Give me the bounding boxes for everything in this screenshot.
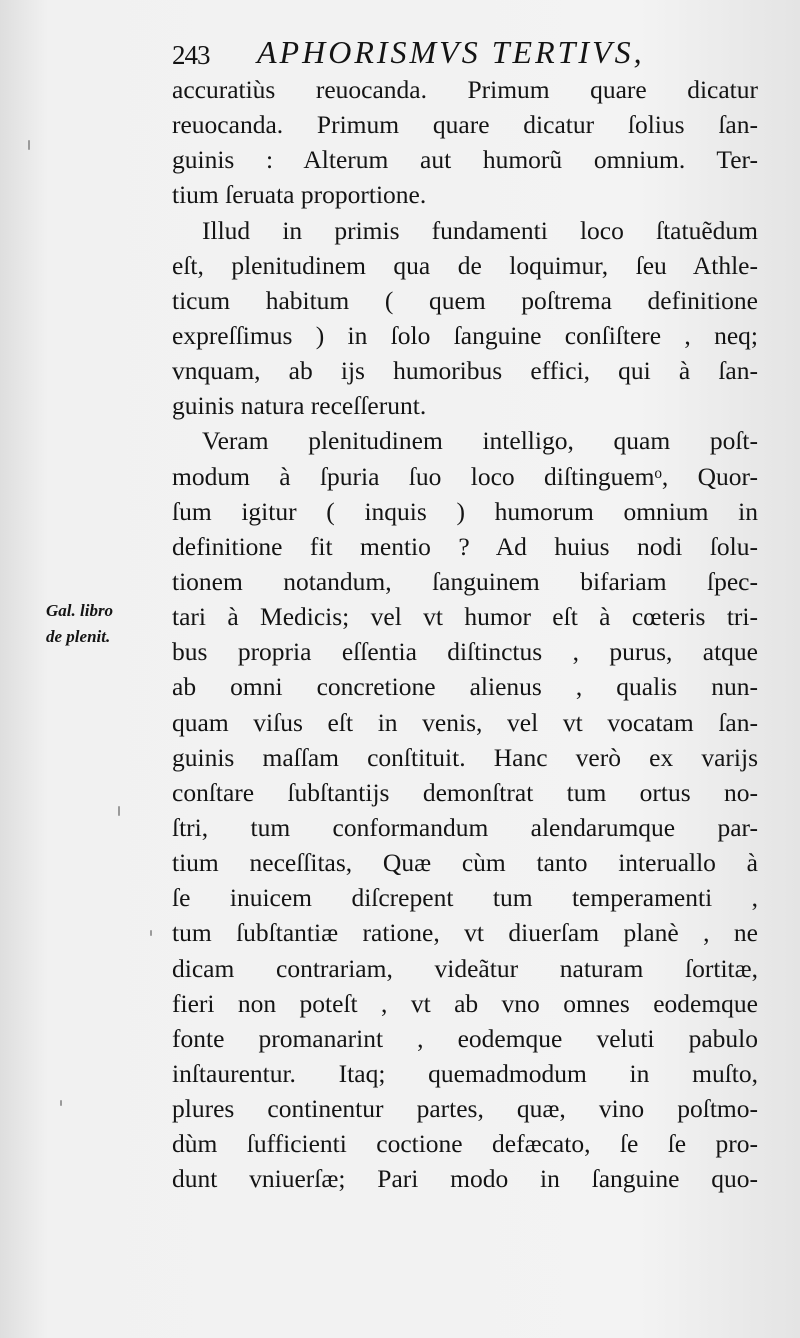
paper-speck (118, 806, 120, 816)
text-line: inſtaurentur. Itaq; quemadmodum in muſto, (172, 1058, 758, 1088)
text-line: dùm ſufficienti coctione defæcato, ſe ſe pro- (172, 1129, 758, 1159)
text-line: fonte promanarint , eodemque veluti pabulo (172, 1023, 758, 1053)
text-line: bus propria eſſentia diſtinctus , purus, atque (172, 637, 758, 667)
text-line: fieri non poteſt , vt ab vno omnes eodemque (172, 988, 758, 1018)
paragraph-start-line: Veram plenitudinem intelligo, quam poſt- (202, 426, 758, 456)
paper-speck (28, 140, 30, 150)
text-line: guinis natura receſſerunt. (172, 391, 427, 421)
text-line: ſtri, tum conformandum alendarumque par- (172, 812, 758, 842)
running-head: APHORISMVS TERTIVS, (257, 34, 645, 70)
text-line: tium ſeruata proportione. (172, 180, 427, 210)
text-line: plures continentur partes, quæ, vino poſtmo- (172, 1094, 758, 1124)
margin-note-line: Gal. libro (46, 601, 114, 620)
text-line: eſt, plenitudinem qua de loquimur, ſeu Athle- (172, 250, 758, 280)
page-header (172, 30, 762, 74)
page-number: 243 (172, 40, 210, 70)
text-line: tum ſubſtantiæ ratione, vt diuerſam planè , ne (172, 918, 758, 948)
text-line: tium neceſſitas, Quæ cùm tanto interuallo à (172, 848, 758, 878)
text-line: tari à Medicis; vel vt humor eſt à cœteris tri- (172, 602, 758, 632)
margin-note-line: de plenit. (46, 627, 111, 646)
text-line: definitione fit mentio ? Ad huius nodi ſolu- (172, 531, 758, 561)
text-line: modum à ſpuria ſuo loco diſtinguemᵒ, Quor- (172, 461, 758, 491)
text-line: tionem notandum, ſanguinem bifariam ſpec- (172, 566, 758, 596)
text-line: ſe inuicem diſcrepent tum temperamenti , (172, 883, 758, 913)
text-line: vnquam, ab ijs humoribus effici, qui à ſan- (172, 356, 758, 386)
text-line: guinis maſſam conſtituit. Hanc verò ex varijs (172, 742, 758, 772)
text-line: ab omni concretione alienus , qualis nun- (172, 672, 758, 702)
text-line: ſum igitur ( inquis ) humorum omnium in (172, 496, 758, 526)
paragraph-start-line: Illud in primis fundamenti loco ſtatuẽdum (202, 215, 758, 245)
paper-speck (150, 930, 152, 936)
text-line: dunt vniuerſæ; Pari modo in ſanguine quo- (172, 1164, 758, 1194)
text-line: quam viſus eſt in venis, vel vt vocatam ſan- (172, 707, 758, 737)
text-line: accuratiùs reuocanda. Primum quare dicatur (172, 75, 758, 104)
paper-speck (60, 1100, 62, 1106)
margin-note (46, 598, 166, 650)
text-line: reuocanda. Primum quare dicatur ſolius ſan- (172, 110, 758, 140)
body-text (172, 72, 758, 1197)
text-line: guinis : Alterum aut humorũ omnium. Ter- (172, 145, 758, 175)
text-line: expreſſimus ) in ſolo ſanguine conſiſtere , neq; (172, 320, 758, 350)
text-line: dicam contrariam, videãtur naturam ſortitæ, (172, 953, 758, 983)
text-line: conſtare ſubſtantijs demonſtrat tum ortus no- (172, 777, 758, 807)
text-line: ticum habitum ( quem poſtrema definitione (172, 285, 758, 315)
